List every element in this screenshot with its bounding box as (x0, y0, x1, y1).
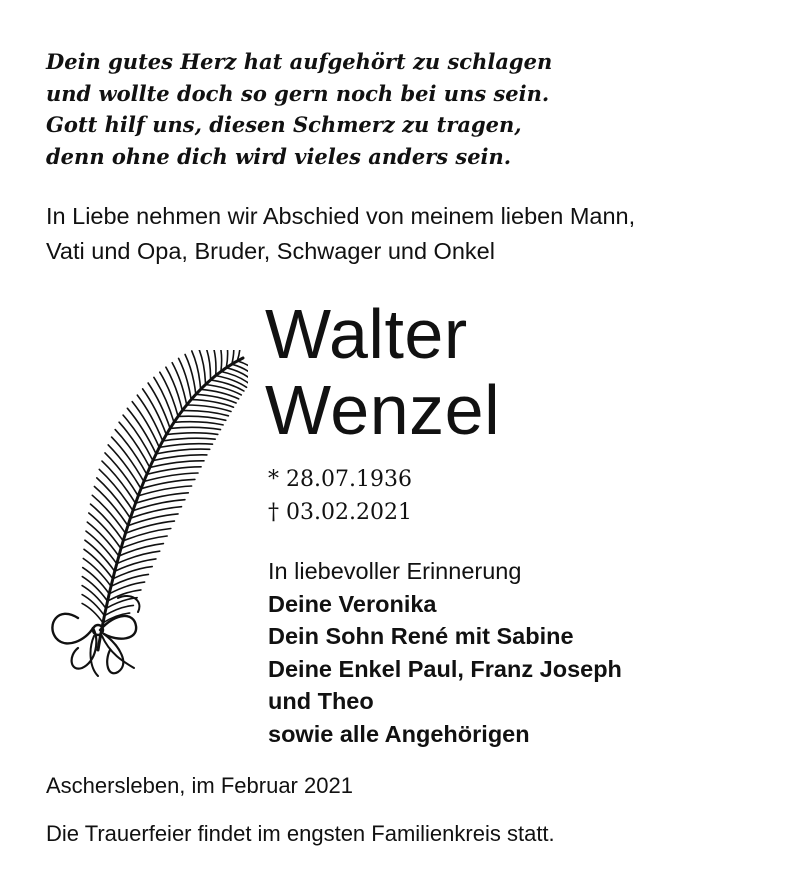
place-and-date: Aschersleben, im Februar 2021 (46, 773, 353, 798)
feather-barb (82, 603, 103, 622)
intro-line: Vati und Opa, Bruder, Schwager und Onkel (46, 238, 495, 264)
life-dates (268, 463, 412, 529)
mourner-line: sowie alle Angehörigen (268, 720, 530, 747)
feather-with-bow-icon (38, 350, 248, 680)
feather-barb (153, 455, 207, 461)
poem-line: Dein gutes Herz hat aufgehört zu schlagen (46, 49, 553, 74)
deceased-name (265, 296, 500, 448)
memorial-poem (46, 46, 552, 172)
feather-barb (205, 350, 210, 380)
mourner-line: Dein Sohn René mit Sabine (268, 623, 574, 649)
farewell-intro (46, 199, 635, 269)
mourners-list (268, 555, 622, 750)
feather-barb (174, 422, 223, 425)
feather-barb (166, 433, 218, 435)
feather-barb (226, 350, 228, 368)
feather-barb (182, 411, 228, 416)
feather-barb (148, 383, 170, 428)
feather-barb (212, 350, 216, 376)
mourner-line: Deine Enkel Paul, Franz Joseph (268, 655, 622, 682)
feather-barb (185, 355, 196, 395)
mourner-line: und Theo (268, 688, 374, 714)
birth-date: * 28.07.1936 (268, 467, 412, 492)
feather-barb (219, 350, 222, 372)
feather-barb (156, 449, 210, 454)
feather-barb (83, 568, 110, 594)
mourner-line: Deine Veronika (268, 590, 437, 617)
poem-line: denn ohne dich wird vieles anders sein. (46, 143, 512, 169)
feather-barb (192, 351, 201, 389)
poem-line: und wollte doch so gern noch bei uns sein. (46, 80, 550, 106)
feather-barb (159, 444, 212, 448)
remembrance-lead: In liebevoller Erinnerung (268, 558, 522, 584)
last-name: Wenzel (265, 371, 501, 449)
death-date: † 03.02.2021 (268, 500, 412, 525)
funeral-service-note: Die Trauerfeier findet im engsten Familienkreis statt. (46, 821, 555, 846)
poem-line: Gott hilf uns, diesen Schmerz zu tragen, (46, 112, 522, 137)
feather-barb (83, 559, 111, 587)
first-name: Walter (265, 295, 468, 373)
feather-barb (143, 389, 167, 435)
feather-barb (154, 377, 174, 422)
intro-line: In Liebe nehmen wir Abschied von meinem lieben Mann, (46, 203, 636, 229)
feather-barb (178, 416, 226, 420)
feather-barb (163, 438, 216, 441)
feather-barb (170, 427, 220, 429)
